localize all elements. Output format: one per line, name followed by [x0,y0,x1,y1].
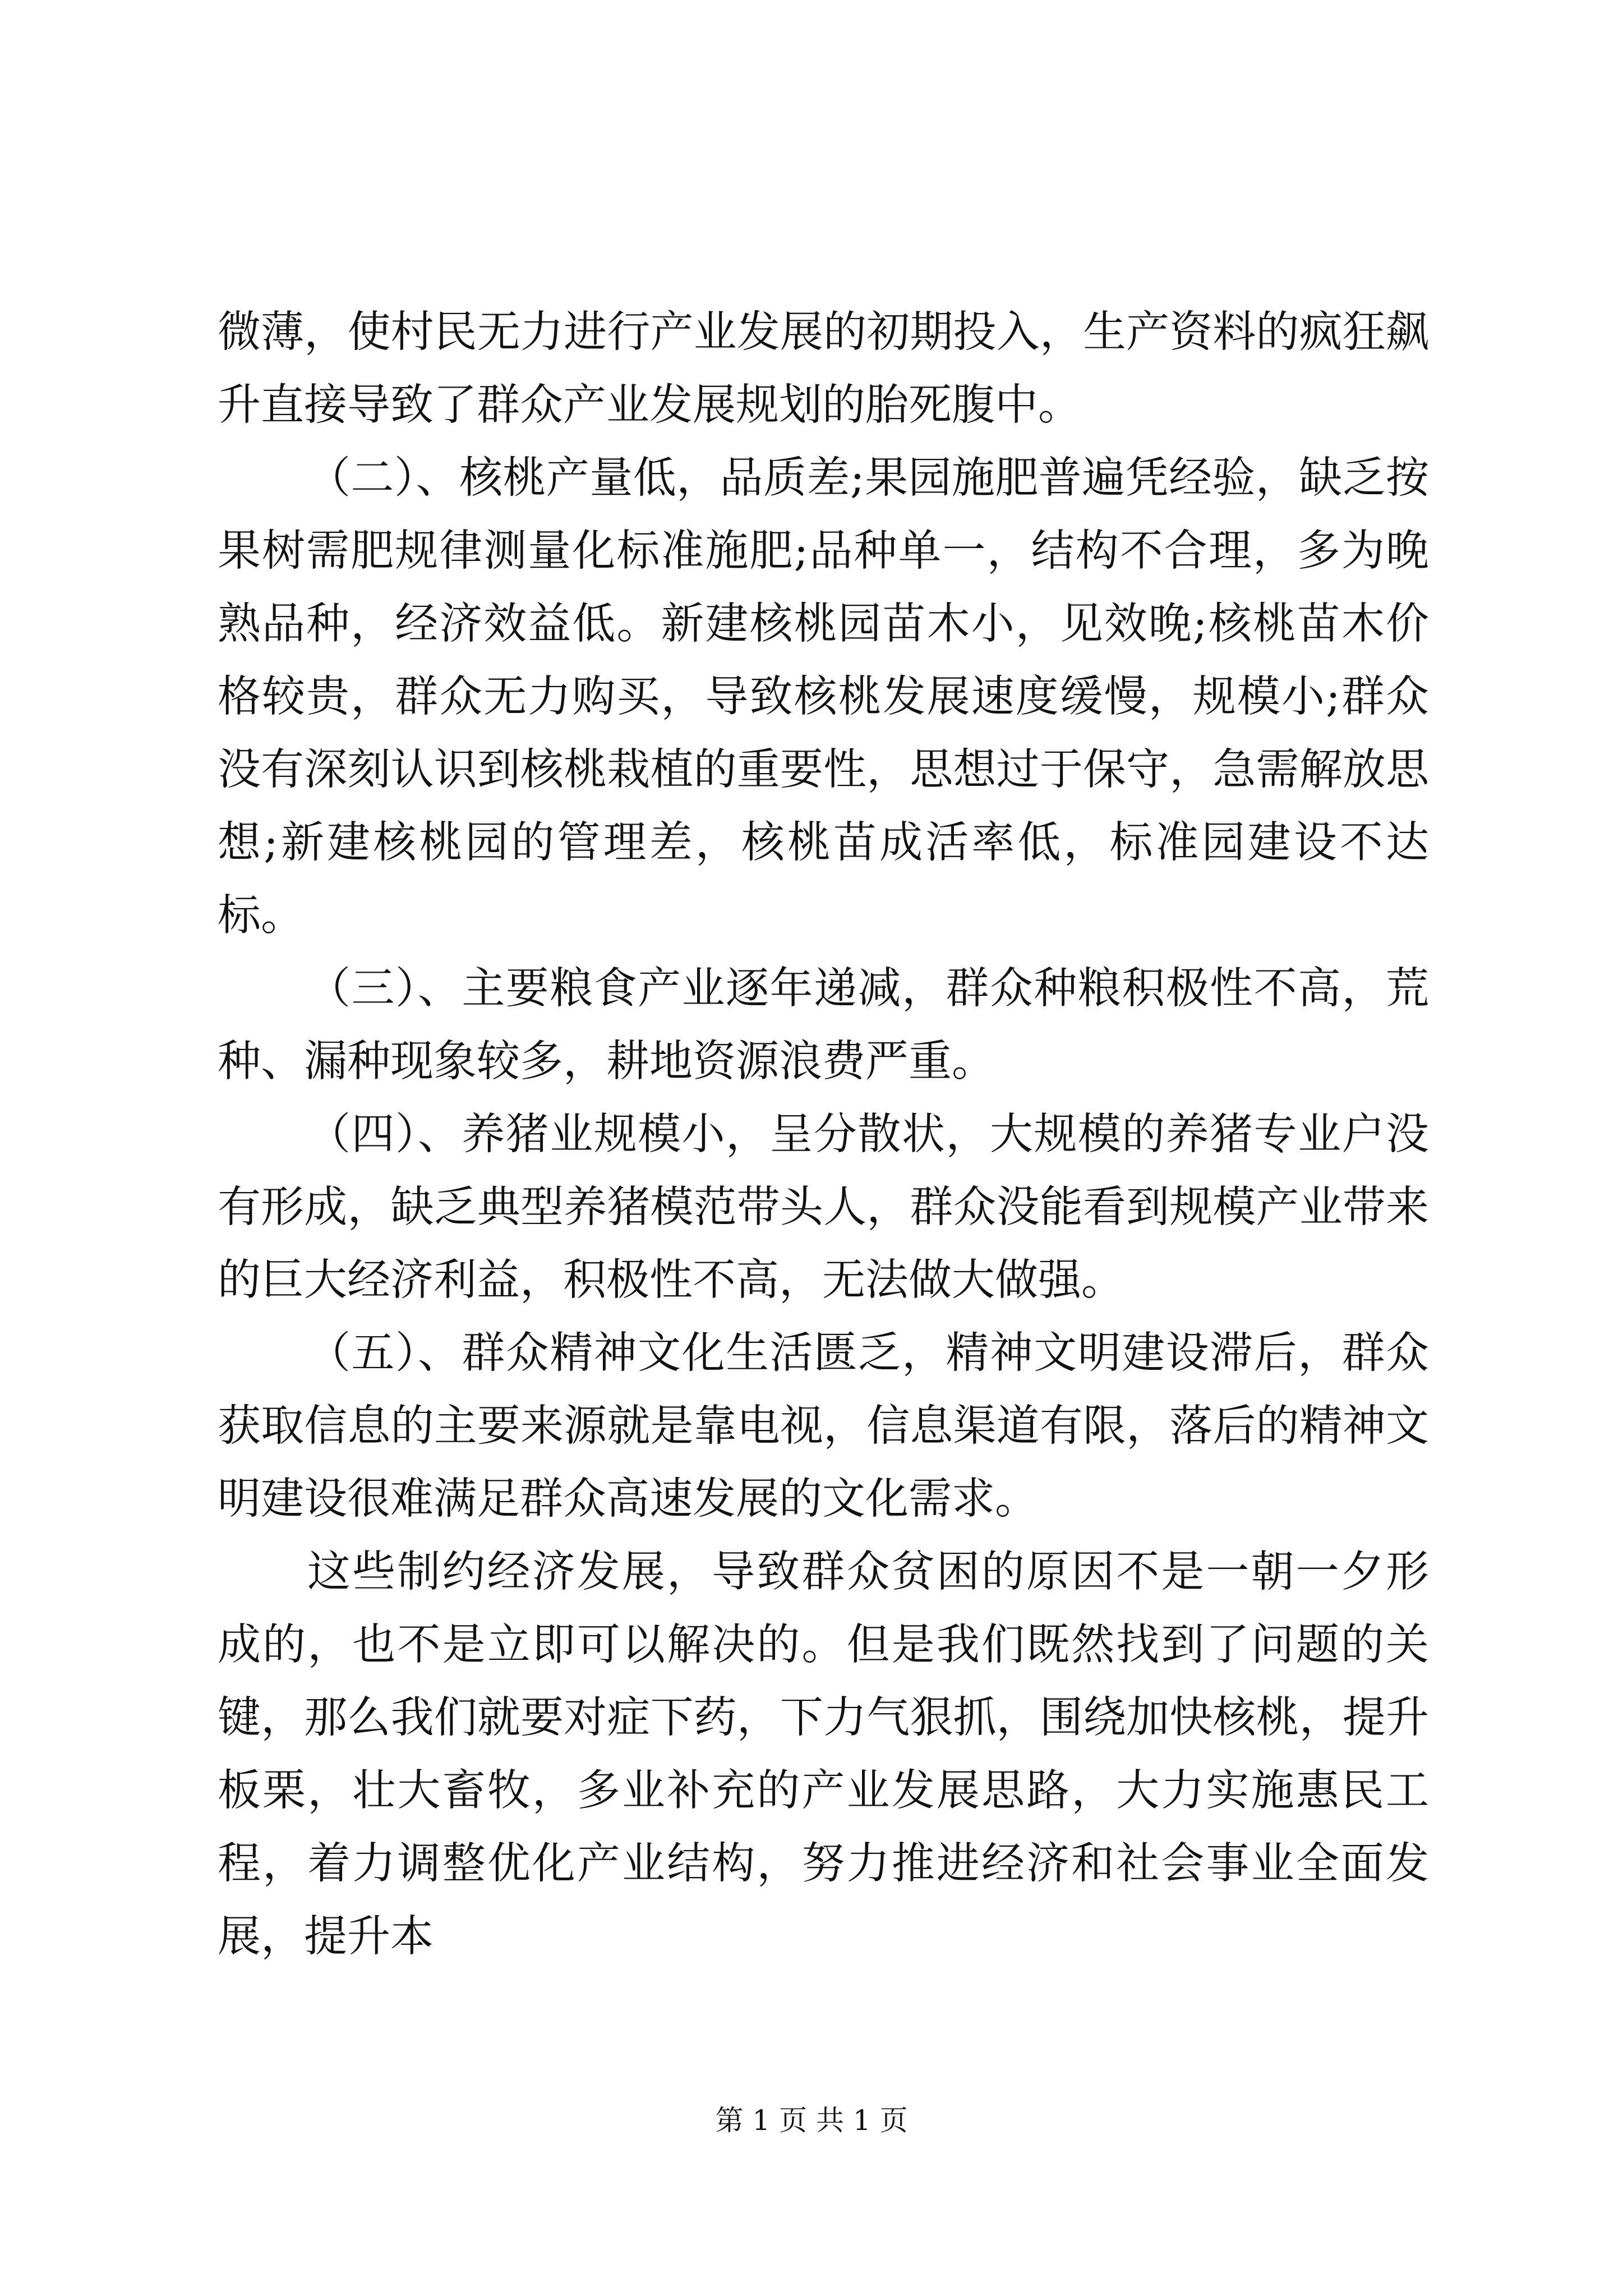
document-body [218,296,1429,1973]
paragraph-1: 微薄，使村民无力进行产业发展的初期投入，生产资料的疯狂飙升直接导致了群众产业发展规划的胎死腹中。 [218,307,1429,430]
page-footer: 第 1 页 共 1 页 [715,2104,908,2137]
paragraph-4: （四）、养猪业规模小，呈分散状，大规模的养猪专业户没有形成，缺乏典型养猪模范带头人，群众没能看到规模产业带来的巨大经济利益，积极性不高，无法做大做强。 [218,1110,1429,1305]
paragraph-3: （三）、主要粮食产业逐年递减，群众种粮积极性不高，荒种、漏种现象较多，耕地资源浪费严重。 [218,964,1429,1087]
paragraph-6: 这些制约经济发展，导致群众贫困的原因不是一朝一夕形成的，也不是立即可以解决的。但是我们既然找到了问题的关键，那么我们就要对症下药，下力气狠抓，围绕加快核桃，提升板栗，壮大畜牧，多业补充的产业发展思路，大力实施惠民工程，着力调整优化产业结构，努力推进经济和社会事业全面发展，提升本 [218,1547,1429,1962]
paragraph-5: （五）、群众精神文化生活匮乏，精神文明建设滞后，群众获取信息的主要来源就是靠电视，信息渠道有限，落后的精神文明建设很难满足群众高速发展的文化需求。 [218,1328,1429,1524]
paragraph-2: （二）、核桃产量低，品质差;果园施肥普遍凭经验，缺乏按果树需肥规律测量化标准施肥;品种单一，结构不合理，多为晚熟品种，经济效益低。新建核桃园苗木小，见效晚;核桃苗木价格较贵，群众无力购买，导致核桃发展速度缓慢，规模小;群众没有深刻认识到核桃栽植的重要性，思想过于保守，急需解放思想;新建核桃园的管理差，核桃苗成活率低，标准园建设不达标。 [218,453,1429,941]
